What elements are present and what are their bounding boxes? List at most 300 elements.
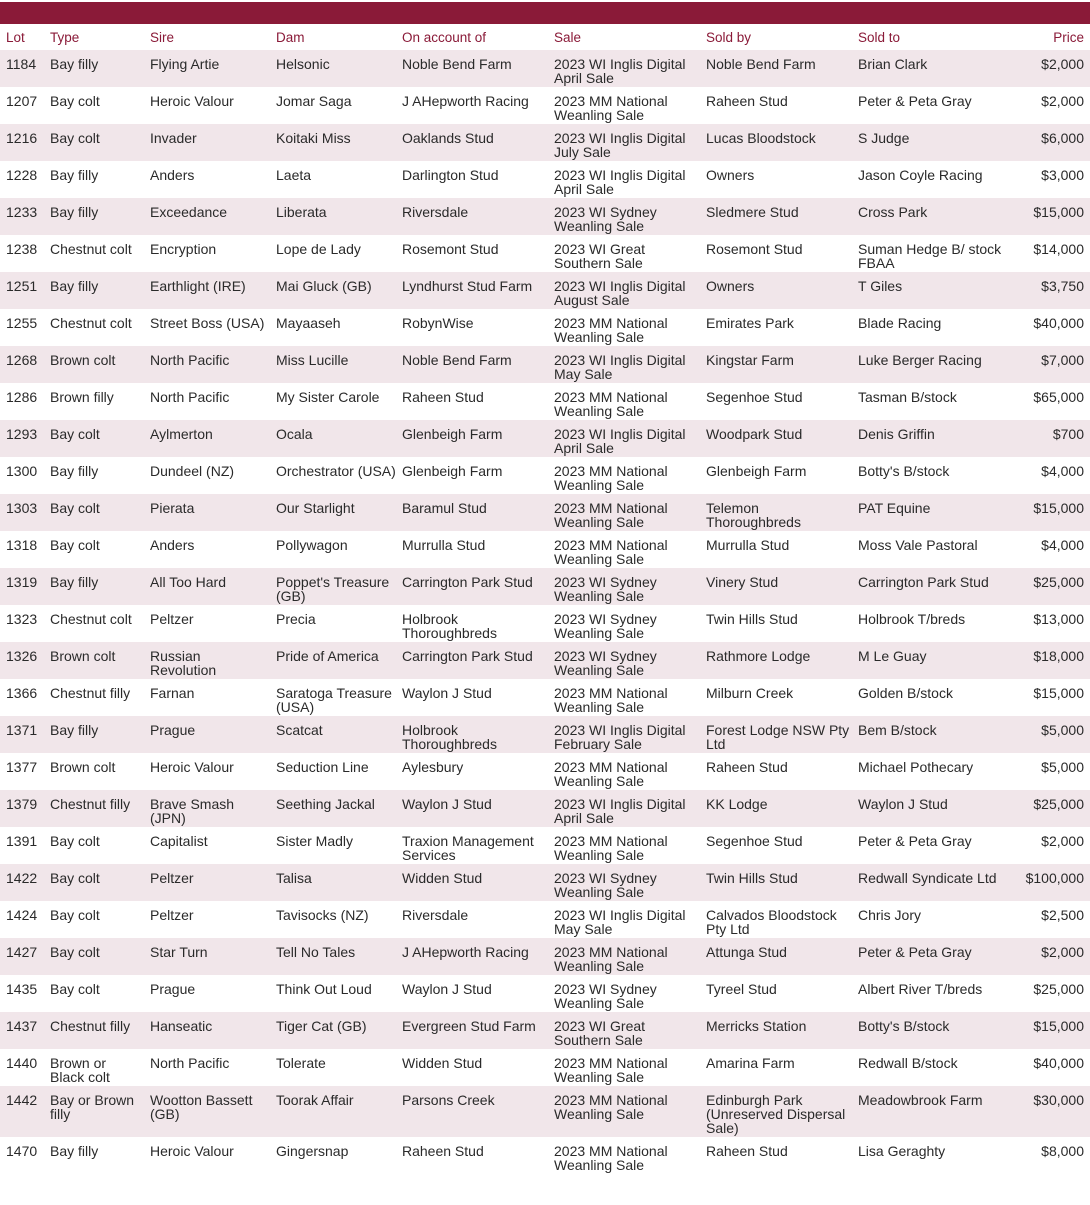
price-cell: $14,000	[1033, 241, 1084, 257]
lot-cell: 1255	[6, 315, 38, 331]
lot-cell: 1435	[6, 981, 38, 997]
on-account-of-cell: Holbrook Thoroughbreds	[402, 611, 497, 641]
table-row	[0, 901, 1090, 938]
column-header-sold-to: Sold to	[858, 29, 901, 45]
dam-cell: Lope de Lady	[276, 241, 361, 257]
sold-by-cell: Glenbeigh Farm	[706, 463, 807, 479]
sold-to-cell: S Judge	[858, 130, 910, 146]
sale-cell: 2023 MM National Weanling Sale	[554, 93, 668, 123]
sale-cell: 2023 MM National Weanling Sale	[554, 759, 668, 789]
dam-cell: Jomar Saga	[276, 93, 352, 109]
sold-to-cell: Jason Coyle Racing	[858, 167, 983, 183]
lot-cell: 1326	[6, 648, 38, 664]
lot-cell: 1323	[6, 611, 38, 627]
sold-to-cell: Peter & Peta Gray	[858, 944, 972, 960]
sold-by-cell: Tyreel Stud	[706, 981, 777, 997]
lot-cell: 1293	[6, 426, 38, 442]
sire-cell: Prague	[150, 722, 196, 738]
lot-cell: 1391	[6, 833, 38, 849]
dam-cell: Precia	[276, 611, 316, 627]
price-cell: $2,000	[1041, 833, 1084, 849]
sire-cell: Wootton Bassett (GB)	[150, 1092, 253, 1122]
sold-by-cell: Twin Hills Stud	[706, 611, 798, 627]
sire-cell: Prague	[150, 981, 196, 997]
price-cell: $700	[1052, 426, 1084, 442]
dam-cell: Seduction Line	[276, 759, 369, 775]
on-account-of-cell: Rosemont Stud	[402, 241, 499, 257]
table-row	[0, 198, 1090, 235]
type-cell: Bay colt	[50, 426, 100, 442]
sire-cell: Exceedance	[150, 204, 228, 220]
on-account-of-cell: Riversdale	[402, 204, 469, 220]
sire-cell: Capitalist	[150, 833, 208, 849]
price-cell: $5,000	[1041, 759, 1084, 775]
lot-cell: 1207	[6, 93, 38, 109]
sold-by-cell: Merricks Station	[706, 1018, 807, 1034]
sire-cell: Aylmerton	[150, 426, 213, 442]
sold-to-cell: Botty's B/stock	[858, 1018, 950, 1034]
on-account-of-cell: Noble Bend Farm	[402, 56, 512, 72]
dam-cell: Tolerate	[276, 1055, 326, 1071]
price-cell: $3,000	[1041, 167, 1084, 183]
type-cell: Bay colt	[50, 981, 100, 997]
price-cell: $15,000	[1033, 1018, 1084, 1034]
table-row	[0, 457, 1090, 494]
dam-cell: Our Starlight	[276, 500, 355, 516]
table-row	[0, 1137, 1090, 1174]
type-cell: Chestnut colt	[50, 611, 132, 627]
lot-cell: 1303	[6, 500, 38, 516]
type-cell: Bay filly	[50, 278, 99, 294]
type-cell: Bay filly	[50, 167, 99, 183]
type-cell: Bay colt	[50, 907, 100, 923]
sire-cell: Pierata	[150, 500, 195, 516]
sale-cell: 2023 MM National Weanling Sale	[554, 389, 668, 419]
dam-cell: Gingersnap	[276, 1143, 349, 1159]
type-cell: Bay filly	[50, 1143, 99, 1159]
sale-cell: 2023 WI Sydney Weanling Sale	[554, 870, 657, 900]
sale-cell: 2023 WI Inglis Digital August Sale	[554, 278, 686, 308]
sold-by-cell: Calvados Bloodstock Pty Ltd	[706, 907, 837, 937]
lot-cell: 1377	[6, 759, 38, 775]
price-cell: $4,000	[1041, 537, 1084, 553]
dam-cell: Seething Jackal	[276, 796, 375, 812]
sale-cell: 2023 MM National Weanling Sale	[554, 1092, 668, 1122]
dam-cell: Pride of America	[276, 648, 379, 664]
lot-cell: 1470	[6, 1143, 38, 1159]
type-cell: Bay colt	[50, 833, 100, 849]
sold-to-cell: Michael Pothecary	[858, 759, 974, 775]
lot-cell: 1300	[6, 463, 38, 479]
sold-by-cell: Emirates Park	[706, 315, 794, 331]
sire-cell: Anders	[150, 537, 195, 553]
price-cell: $13,000	[1033, 611, 1084, 627]
column-header-dam: Dam	[276, 29, 305, 45]
sale-cell: 2023 MM National Weanling Sale	[554, 1055, 668, 1085]
type-cell: Brown colt	[50, 352, 116, 368]
sale-cell: 2023 WI Great Southern Sale	[554, 1018, 646, 1048]
price-cell: $5,000	[1041, 722, 1084, 738]
lot-cell: 1238	[6, 241, 38, 257]
on-account-of-cell: J AHepworth Racing	[402, 944, 529, 960]
on-account-of-cell: Murrulla Stud	[402, 537, 486, 553]
sold-to-cell: Redwall B/stock	[858, 1055, 958, 1071]
table-row	[0, 679, 1090, 716]
on-account-of-cell: Lyndhurst Stud Farm	[402, 278, 533, 294]
table-row	[0, 272, 1090, 309]
on-account-of-cell: Baramul Stud	[402, 500, 487, 516]
dam-cell: Helsonic	[276, 56, 330, 72]
sold-to-cell: Bem B/stock	[858, 722, 937, 738]
on-account-of-cell: Oaklands Stud	[402, 130, 494, 146]
sold-by-cell: Rathmore Lodge	[706, 648, 811, 664]
sold-by-cell: Edinburgh Park (Unreserved Dispersal Sale)	[706, 1092, 846, 1136]
price-cell: $65,000	[1033, 389, 1084, 405]
dam-cell: Talisa	[276, 870, 312, 886]
sold-to-cell: PAT Equine	[858, 500, 931, 516]
sold-by-cell: Amarina Farm	[706, 1055, 795, 1071]
sold-to-cell: Carrington Park Stud	[858, 574, 989, 590]
sire-cell: Dundeel (NZ)	[150, 463, 235, 479]
dam-cell: Scatcat	[276, 722, 323, 738]
sire-cell: Hanseatic	[150, 1018, 213, 1034]
dam-cell: Tiger Cat (GB)	[276, 1018, 367, 1034]
price-cell: $100,000	[1025, 870, 1084, 886]
table-row	[0, 1012, 1090, 1049]
price-cell: $40,000	[1033, 315, 1084, 331]
sire-cell: Russian Revolution	[150, 648, 217, 678]
price-cell: $3,750	[1041, 278, 1084, 294]
column-header-lot: Lot	[6, 29, 25, 45]
dam-cell: Think Out Loud	[276, 981, 372, 997]
dam-cell: Tavisocks (NZ)	[276, 907, 369, 923]
type-cell: Chestnut filly	[50, 1018, 131, 1034]
price-cell: $2,000	[1041, 93, 1084, 109]
sold-to-cell: Cross Park	[858, 204, 928, 220]
sale-cell: 2023 WI Sydney Weanling Sale	[554, 981, 657, 1011]
type-cell: Brown or Black colt	[50, 1055, 110, 1085]
price-cell: $40,000	[1033, 1055, 1084, 1071]
on-account-of-cell: Carrington Park Stud	[402, 574, 533, 590]
sold-by-cell: Segenhoe Stud	[706, 833, 803, 849]
dam-cell: Koitaki Miss	[276, 130, 351, 146]
type-cell: Chestnut filly	[50, 796, 131, 812]
sale-cell: 2023 MM National Weanling Sale	[554, 944, 668, 974]
lot-cell: 1442	[6, 1092, 38, 1108]
on-account-of-cell: Widden Stud	[402, 1055, 483, 1071]
header-bar	[0, 2, 1090, 24]
on-account-of-cell: Widden Stud	[402, 870, 483, 886]
column-header-sale: Sale	[554, 29, 582, 45]
lot-cell: 1184	[6, 56, 37, 72]
sire-cell: Farnan	[150, 685, 195, 701]
table-row	[0, 235, 1090, 272]
price-cell: $7,000	[1041, 352, 1084, 368]
type-cell: Bay filly	[50, 574, 99, 590]
price-cell: $15,000	[1033, 204, 1084, 220]
price-cell: $18,000	[1033, 648, 1084, 664]
lot-cell: 1437	[6, 1018, 38, 1034]
type-cell: Bay filly	[50, 463, 99, 479]
sale-cell: 2023 WI Great Southern Sale	[554, 241, 646, 271]
price-cell: $6,000	[1041, 130, 1084, 146]
sale-cell: 2023 WI Inglis Digital April Sale	[554, 796, 686, 826]
price-cell: $25,000	[1033, 796, 1084, 812]
sold-by-cell: Forest Lodge NSW Pty Ltd	[706, 722, 850, 752]
sale-cell: 2023 MM National Weanling Sale	[554, 685, 668, 715]
on-account-of-cell: Glenbeigh Farm	[402, 463, 503, 479]
lot-cell: 1424	[6, 907, 38, 923]
type-cell: Bay colt	[50, 944, 100, 960]
lot-cell: 1319	[6, 574, 38, 590]
sold-to-cell: Luke Berger Racing	[858, 352, 982, 368]
sold-to-cell: M Le Guay	[858, 648, 927, 664]
sale-cell: 2023 WI Sydney Weanling Sale	[554, 204, 657, 234]
sales-table	[0, 24, 1090, 1174]
table-row	[0, 383, 1090, 420]
sold-to-cell: Brian Clark	[858, 56, 928, 72]
type-cell: Bay filly	[50, 56, 99, 72]
table-row	[0, 790, 1090, 827]
table-row	[0, 161, 1090, 198]
table-row	[0, 309, 1090, 346]
sale-cell: 2023 WI Inglis Digital July Sale	[554, 130, 686, 160]
sold-to-cell: Redwall Syndicate Ltd	[858, 870, 997, 886]
sale-cell: 2023 WI Inglis Digital May Sale	[554, 907, 686, 937]
table-row	[0, 938, 1090, 975]
sire-cell: Invader	[150, 130, 197, 146]
sold-by-cell: Woodpark Stud	[706, 426, 803, 442]
dam-cell: Tell No Tales	[276, 944, 356, 960]
sold-to-cell: Tasman B/stock	[858, 389, 957, 405]
lot-cell: 1318	[6, 537, 38, 553]
sold-by-cell: Segenhoe Stud	[706, 389, 803, 405]
sire-cell: Peltzer	[150, 611, 194, 627]
sale-cell: 2023 WI Sydney Weanling Sale	[554, 611, 657, 641]
table-row	[0, 605, 1090, 642]
table-row	[0, 716, 1090, 753]
price-cell: $8,000	[1041, 1143, 1084, 1159]
sale-cell: 2023 WI Inglis Digital April Sale	[554, 56, 686, 86]
on-account-of-cell: Aylesbury	[402, 759, 464, 775]
sire-cell: Heroic Valour	[150, 1143, 234, 1159]
on-account-of-cell: Traxion Management Services	[402, 833, 534, 863]
on-account-of-cell: Waylon J Stud	[402, 796, 492, 812]
column-header-sold-by: Sold by	[706, 29, 752, 45]
sale-cell: 2023 MM National Weanling Sale	[554, 833, 668, 863]
sire-cell: Peltzer	[150, 870, 194, 886]
price-cell: $15,000	[1033, 685, 1084, 701]
sold-by-cell: Sledmere Stud	[706, 204, 799, 220]
sold-by-cell: Raheen Stud	[706, 759, 788, 775]
sire-cell: Encryption	[150, 241, 217, 257]
sold-by-cell: Attunga Stud	[706, 944, 787, 960]
dam-cell: Saratoga Treasure (USA)	[276, 685, 392, 715]
lot-cell: 1286	[6, 389, 38, 405]
price-cell: $2,000	[1041, 56, 1084, 72]
lot-cell: 1366	[6, 685, 38, 701]
sold-to-cell: Peter & Peta Gray	[858, 93, 972, 109]
sold-to-cell: Moss Vale Pastoral	[858, 537, 978, 553]
column-header-type: Type	[50, 29, 80, 45]
type-cell: Bay colt	[50, 500, 100, 516]
lot-cell: 1371	[6, 722, 38, 738]
lot-cell: 1228	[6, 167, 38, 183]
dam-cell: Mai Gluck (GB)	[276, 278, 372, 294]
sire-cell: Earthlight (IRE)	[150, 278, 246, 294]
sire-cell: North Pacific	[150, 1055, 230, 1071]
price-cell: $4,000	[1041, 463, 1084, 479]
sold-by-cell: Kingstar Farm	[706, 352, 794, 368]
sold-by-cell: Lucas Bloodstock	[706, 130, 816, 146]
dam-cell: Sister Madly	[276, 833, 354, 849]
table-row	[0, 864, 1090, 901]
table-row	[0, 87, 1090, 124]
dam-cell: Ocala	[276, 426, 313, 442]
lot-cell: 1379	[6, 796, 38, 812]
sire-cell: Peltzer	[150, 907, 194, 923]
lot-cell: 1427	[6, 944, 38, 960]
dam-cell: Orchestrator (USA)	[276, 463, 396, 479]
on-account-of-cell: Raheen Stud	[402, 389, 484, 405]
on-account-of-cell: J AHepworth Racing	[402, 93, 529, 109]
sold-to-cell: Waylon J Stud	[858, 796, 948, 812]
sold-to-cell: Chris Jory	[858, 907, 922, 923]
dam-cell: My Sister Carole	[276, 389, 380, 405]
sold-by-cell: Twin Hills Stud	[706, 870, 798, 886]
table-row	[0, 642, 1090, 679]
price-cell: $25,000	[1033, 981, 1084, 997]
type-cell: Bay colt	[50, 537, 100, 553]
dam-cell: Miss Lucille	[276, 352, 349, 368]
sold-to-cell: Meadowbrook Farm	[858, 1092, 983, 1108]
sale-cell: 2023 MM National Weanling Sale	[554, 537, 668, 567]
price-cell: $15,000	[1033, 500, 1084, 516]
sale-cell: 2023 WI Sydney Weanling Sale	[554, 574, 657, 604]
dam-cell: Mayaaseh	[276, 315, 341, 331]
sold-to-cell: T Giles	[858, 278, 903, 294]
sale-cell: 2023 WI Inglis Digital April Sale	[554, 167, 686, 197]
sire-cell: Flying Artie	[150, 56, 220, 72]
column-header-sire: Sire	[150, 29, 175, 45]
on-account-of-cell: Raheen Stud	[402, 1143, 484, 1159]
lot-cell: 1216	[6, 130, 38, 146]
sold-by-cell: Raheen Stud	[706, 93, 788, 109]
type-cell: Brown colt	[50, 759, 116, 775]
sold-to-cell: Peter & Peta Gray	[858, 833, 972, 849]
sold-by-cell: Owners	[706, 167, 755, 183]
type-cell: Chestnut colt	[50, 315, 132, 331]
on-account-of-cell: Waylon J Stud	[402, 685, 492, 701]
on-account-of-cell: Parsons Creek	[402, 1092, 495, 1108]
price-cell: $30,000	[1033, 1092, 1084, 1108]
sale-cell: 2023 MM National Weanling Sale	[554, 315, 668, 345]
sold-to-cell: Holbrook T/breds	[858, 611, 966, 627]
column-header-on-account-of: On account of	[402, 29, 487, 45]
sold-to-cell: Albert River T/breds	[858, 981, 983, 997]
type-cell: Bay filly	[50, 722, 99, 738]
table-row	[0, 975, 1090, 1012]
type-cell: Bay or Brown filly	[50, 1092, 135, 1122]
sire-cell: Anders	[150, 167, 195, 183]
type-cell: Brown filly	[50, 389, 114, 405]
sold-by-cell: Milburn Creek	[706, 685, 794, 701]
on-account-of-cell: RobynWise	[402, 315, 474, 331]
table-row	[0, 346, 1090, 383]
price-cell: $2,500	[1041, 907, 1084, 923]
type-cell: Bay colt	[50, 93, 100, 109]
table-row	[0, 494, 1090, 531]
sold-by-cell: Vinery Stud	[706, 574, 779, 590]
table-row	[0, 531, 1090, 568]
sale-cell: 2023 WI Inglis Digital February Sale	[554, 722, 686, 752]
on-account-of-cell: Carrington Park Stud	[402, 648, 533, 664]
sale-cell: 2023 MM National Weanling Sale	[554, 463, 668, 493]
on-account-of-cell: Darlington Stud	[402, 167, 499, 183]
table-row	[0, 568, 1090, 605]
table-row	[0, 753, 1090, 790]
price-cell: $25,000	[1033, 574, 1084, 590]
sold-to-cell: Botty's B/stock	[858, 463, 950, 479]
sire-cell: Brave Smash (JPN)	[150, 796, 235, 826]
dam-cell: Pollywagon	[276, 537, 348, 553]
type-cell: Chestnut colt	[50, 241, 132, 257]
dam-cell: Poppet's Treasure (GB)	[276, 574, 390, 604]
table-row	[0, 1086, 1090, 1137]
sire-cell: North Pacific	[150, 389, 230, 405]
on-account-of-cell: Glenbeigh Farm	[402, 426, 503, 442]
sold-to-cell: Blade Racing	[858, 315, 942, 331]
on-account-of-cell: Noble Bend Farm	[402, 352, 512, 368]
lot-cell: 1233	[6, 204, 38, 220]
lot-cell: 1268	[6, 352, 38, 368]
sold-by-cell: Owners	[706, 278, 755, 294]
type-cell: Bay filly	[50, 204, 99, 220]
on-account-of-cell: Evergreen Stud Farm	[402, 1018, 536, 1034]
column-header-price: Price	[1053, 29, 1084, 45]
sale-cell: 2023 WI Inglis Digital May Sale	[554, 352, 686, 382]
sold-to-cell: Lisa Geraghty	[858, 1143, 946, 1159]
sold-to-cell: Suman Hedge B/ stock FBAA	[858, 241, 1002, 271]
price-cell: $2,000	[1041, 944, 1084, 960]
table-row	[0, 1049, 1090, 1086]
sale-cell: 2023 MM National Weanling Sale	[554, 500, 668, 530]
type-cell: Chestnut filly	[50, 685, 131, 701]
type-cell: Bay colt	[50, 130, 100, 146]
sold-to-cell: Golden B/stock	[858, 685, 953, 701]
table-row	[0, 124, 1090, 161]
table-row	[0, 50, 1090, 87]
on-account-of-cell: Waylon J Stud	[402, 981, 492, 997]
sire-cell: Heroic Valour	[150, 759, 234, 775]
sire-cell: Heroic Valour	[150, 93, 234, 109]
type-cell: Brown colt	[50, 648, 116, 664]
sire-cell: All Too Hard	[150, 574, 227, 590]
table-row	[0, 827, 1090, 864]
sire-cell: North Pacific	[150, 352, 230, 368]
sold-by-cell: Murrulla Stud	[706, 537, 790, 553]
sire-cell: Star Turn	[150, 944, 208, 960]
dam-cell: Toorak Affair	[276, 1092, 354, 1108]
sale-cell: 2023 WI Sydney Weanling Sale	[554, 648, 657, 678]
lot-cell: 1422	[6, 870, 38, 886]
sire-cell: Street Boss (USA)	[150, 315, 265, 331]
type-cell: Bay colt	[50, 870, 100, 886]
sold-by-cell: KK Lodge	[706, 796, 768, 812]
lot-cell: 1440	[6, 1055, 38, 1071]
table-header-row	[0, 24, 1090, 50]
sale-cell: 2023 WI Inglis Digital April Sale	[554, 426, 686, 456]
